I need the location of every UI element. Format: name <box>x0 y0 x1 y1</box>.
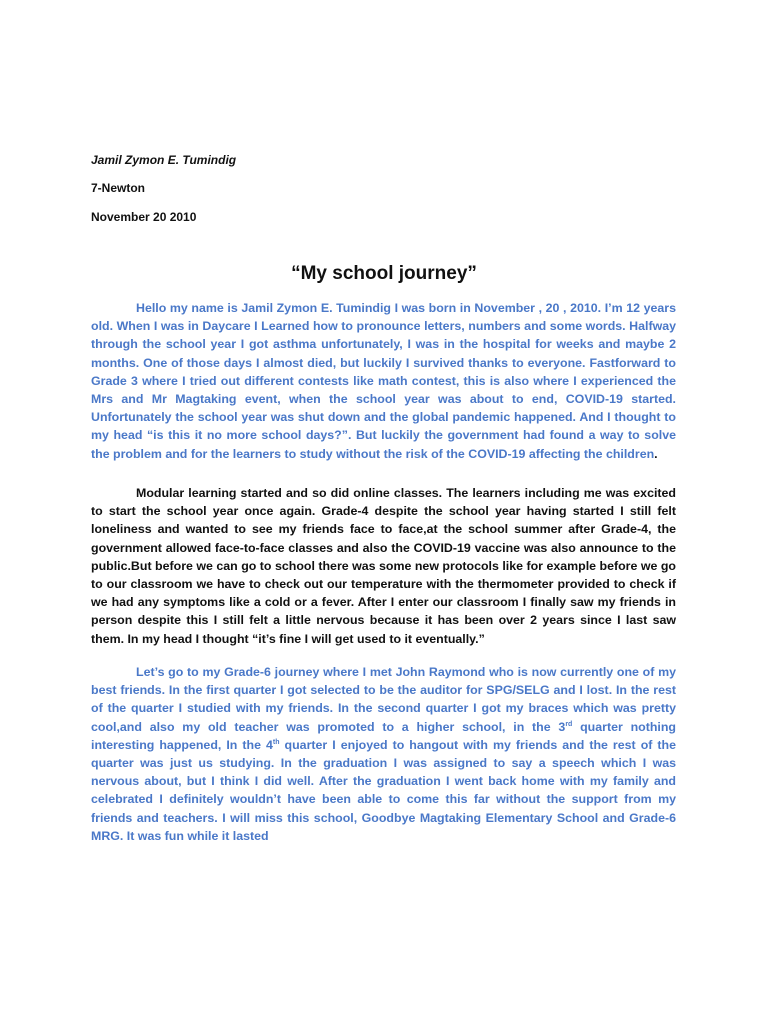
essay-title: “My school journey” <box>291 263 477 284</box>
paragraph-grade-6-part3: quarter I enjoyed to hangout with my friends and the rest of the quarter was just us studying. In the graduation I was assigned to say a speech which I was nervous about, but I think I did well. After the graduation I went back home with my family and celebrated I definitely wouldn’t have been able to come this far without the support from my friends and teachers. I will miss this school, Goodbye Magtaking Elementary School and Grade-6 MRG. It was fun while it lasted <box>91 737 676 843</box>
ordinal-suffix-th: th <box>272 738 280 746</box>
paragraph-modular-learning: Modular learning started and so did online classes. The learners including me was excited to start the school year once again. Grade-4 despite the school year having started I still felt loneliness and wanted to see my friends face to face,at the school summer after Grade-4, the government allowed face-to-face classes and also the COVID-19 vaccine was also announce to the public.But before we can go to school there was some new protocols like for example before we go to our classroom we have to check out our temperature with the thermometer provided to check if we had any symptoms like a cold or a fever. After I enter our classroom I finally saw my friends in person despite this I still felt a little nervous because it has been over 2 years since I last saw them. In my head I thought “it’s fine I will get used to it eventually.” <box>91 486 676 646</box>
ordinal-suffix-rd: rd <box>565 720 573 728</box>
paragraph-grade-6-part2: quarter nothing interesting happened, In the 4 <box>91 719 676 752</box>
paragraph-grade-6 <box>91 663 676 845</box>
author-name: Jamil Zymon E. Tumindig <box>91 153 237 167</box>
paragraph-intro <box>91 299 676 463</box>
class-section: 7-Newton <box>91 181 145 195</box>
paragraph-intro-text: Hello my name is Jamil Zymon E. Tumindig I was born in November , 20 , 2010. I’m 12 years old. When I was in Daycare I Learned how to pronounce letters, numbers and some words. Halfway through the school year I got asthma unfortunately, I was in the hospital for weeks and maybe 2 months. One of those days I almost died, but luckily I survived thanks to everyone. Fastforward to Grade 3 where I tried out different contests like math contest, this is also where I experienced the Mrs and Mr Magtaking event, when the school year was about to end, COVID-19 started. Unfortunately the school year was shut down and the global pandemic happened. And I thought to my head “is this it no more school days?”. But luckily the government had found a way to solve the problem and for the learners to study without the risk of the COVID-19 affecting the children <box>91 301 676 461</box>
paragraph-grade-6-part1: Let’s go to my Grade-6 journey where I met John Raymond who is now currently one of my best friends. In the first quarter I got selected to be the auditor for SPG/SELG and I lost. In the rest of the quarter I studied with my friends. In the second quarter I got my braces which was pretty cool,and also my old teacher was promoted to a higher school, in the 3 <box>91 665 676 734</box>
document-date: November 20 2010 <box>91 210 197 224</box>
paragraph-intro-end: . <box>654 446 658 461</box>
